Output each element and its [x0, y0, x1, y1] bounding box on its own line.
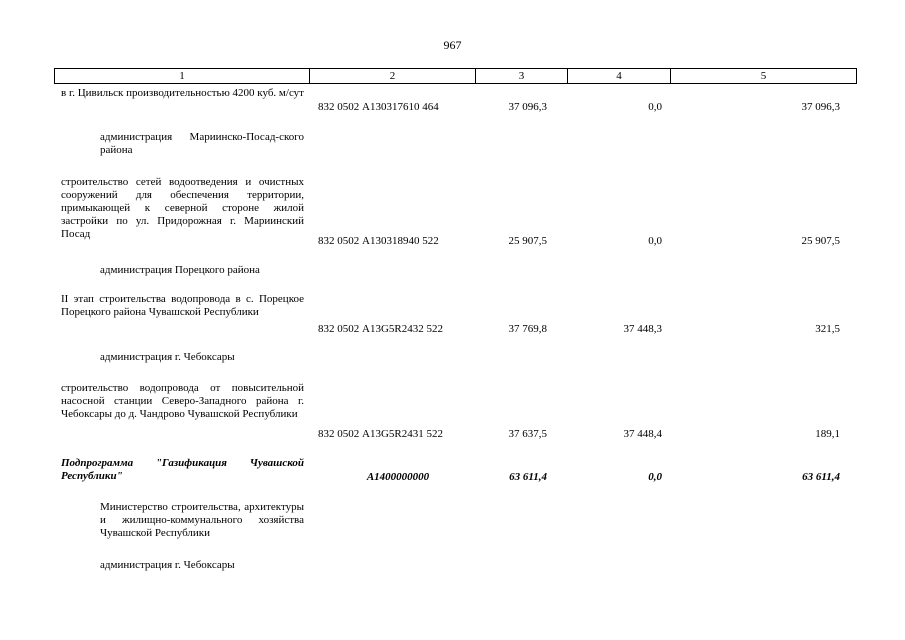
row-col4: 37 448,3 — [623, 323, 662, 335]
header-col-4: 4 — [568, 69, 671, 84]
header-row — [55, 69, 857, 84]
admin-label: Министерство строительства, архитектуры и жилищно-коммунального хозяйства Чувашской Республики — [100, 501, 304, 539]
header-col-1: 1 — [55, 69, 310, 84]
row-code: 832 0502 А130317610 464 — [318, 101, 439, 113]
row-description: II этап строительства водопровода в с. Порецкое Порецкого района Чувашской Республики — [61, 293, 304, 318]
row-col3: 25 907,5 — [508, 235, 547, 247]
row-col3: 37 096,3 — [508, 101, 547, 113]
column-header-table — [54, 68, 857, 84]
header-col-5: 5 — [671, 69, 857, 84]
row-col4: 0,0 — [648, 235, 662, 247]
subprogram-col3: 63 611,4 — [509, 471, 547, 483]
row-code: 832 0502 А13G5R2432 522 — [318, 323, 443, 335]
subprogram-code: А1400000000 — [366, 471, 430, 483]
row-code: 832 0502 А13G5R2431 522 — [318, 428, 443, 440]
row-code: 832 0502 А130318940 522 — [318, 235, 439, 247]
row-col5: 189,1 — [815, 428, 840, 440]
row-col5: 37 096,3 — [801, 101, 840, 113]
subprogram-title: Подпрограмма "Газификация Чувашской Республики" — [61, 457, 304, 482]
admin-label: администрация г. Чебоксары — [100, 351, 235, 363]
header-col-2: 2 — [310, 69, 476, 84]
admin-label: администрация г. Чебоксары — [100, 559, 235, 571]
header-col-3: 3 — [476, 69, 568, 84]
subprogram-col5: 63 611,4 — [802, 471, 840, 483]
page-number: 967 — [443, 38, 462, 52]
row-description: строительство водопровода от повысительной насосной станции Северо-Западного района г. Чебоксары до д. Чандрово Чувашской Республики — [61, 382, 304, 420]
subprogram-col4: 0,0 — [648, 471, 662, 483]
row-col4: 37 448,4 — [623, 428, 662, 440]
row-col4: 0,0 — [648, 101, 662, 113]
admin-label: администрация Мариинско-Посад-ского района — [100, 131, 304, 156]
row-col5: 321,5 — [815, 323, 840, 335]
row-col3: 37 769,8 — [508, 323, 547, 335]
row-col5: 25 907,5 — [801, 235, 840, 247]
row-col3: 37 637,5 — [508, 428, 547, 440]
row-description: строительство сетей водоотведения и очистных сооружений для обеспечения территории, примыкающей к северной стороне жилой застройки по ул. Придорожная г. Мариинский Посад — [61, 176, 304, 240]
row-description: в г. Цивильск производительностью 4200 куб. м/сут — [61, 87, 304, 99]
admin-label: администрация Порецкого района — [100, 264, 260, 276]
